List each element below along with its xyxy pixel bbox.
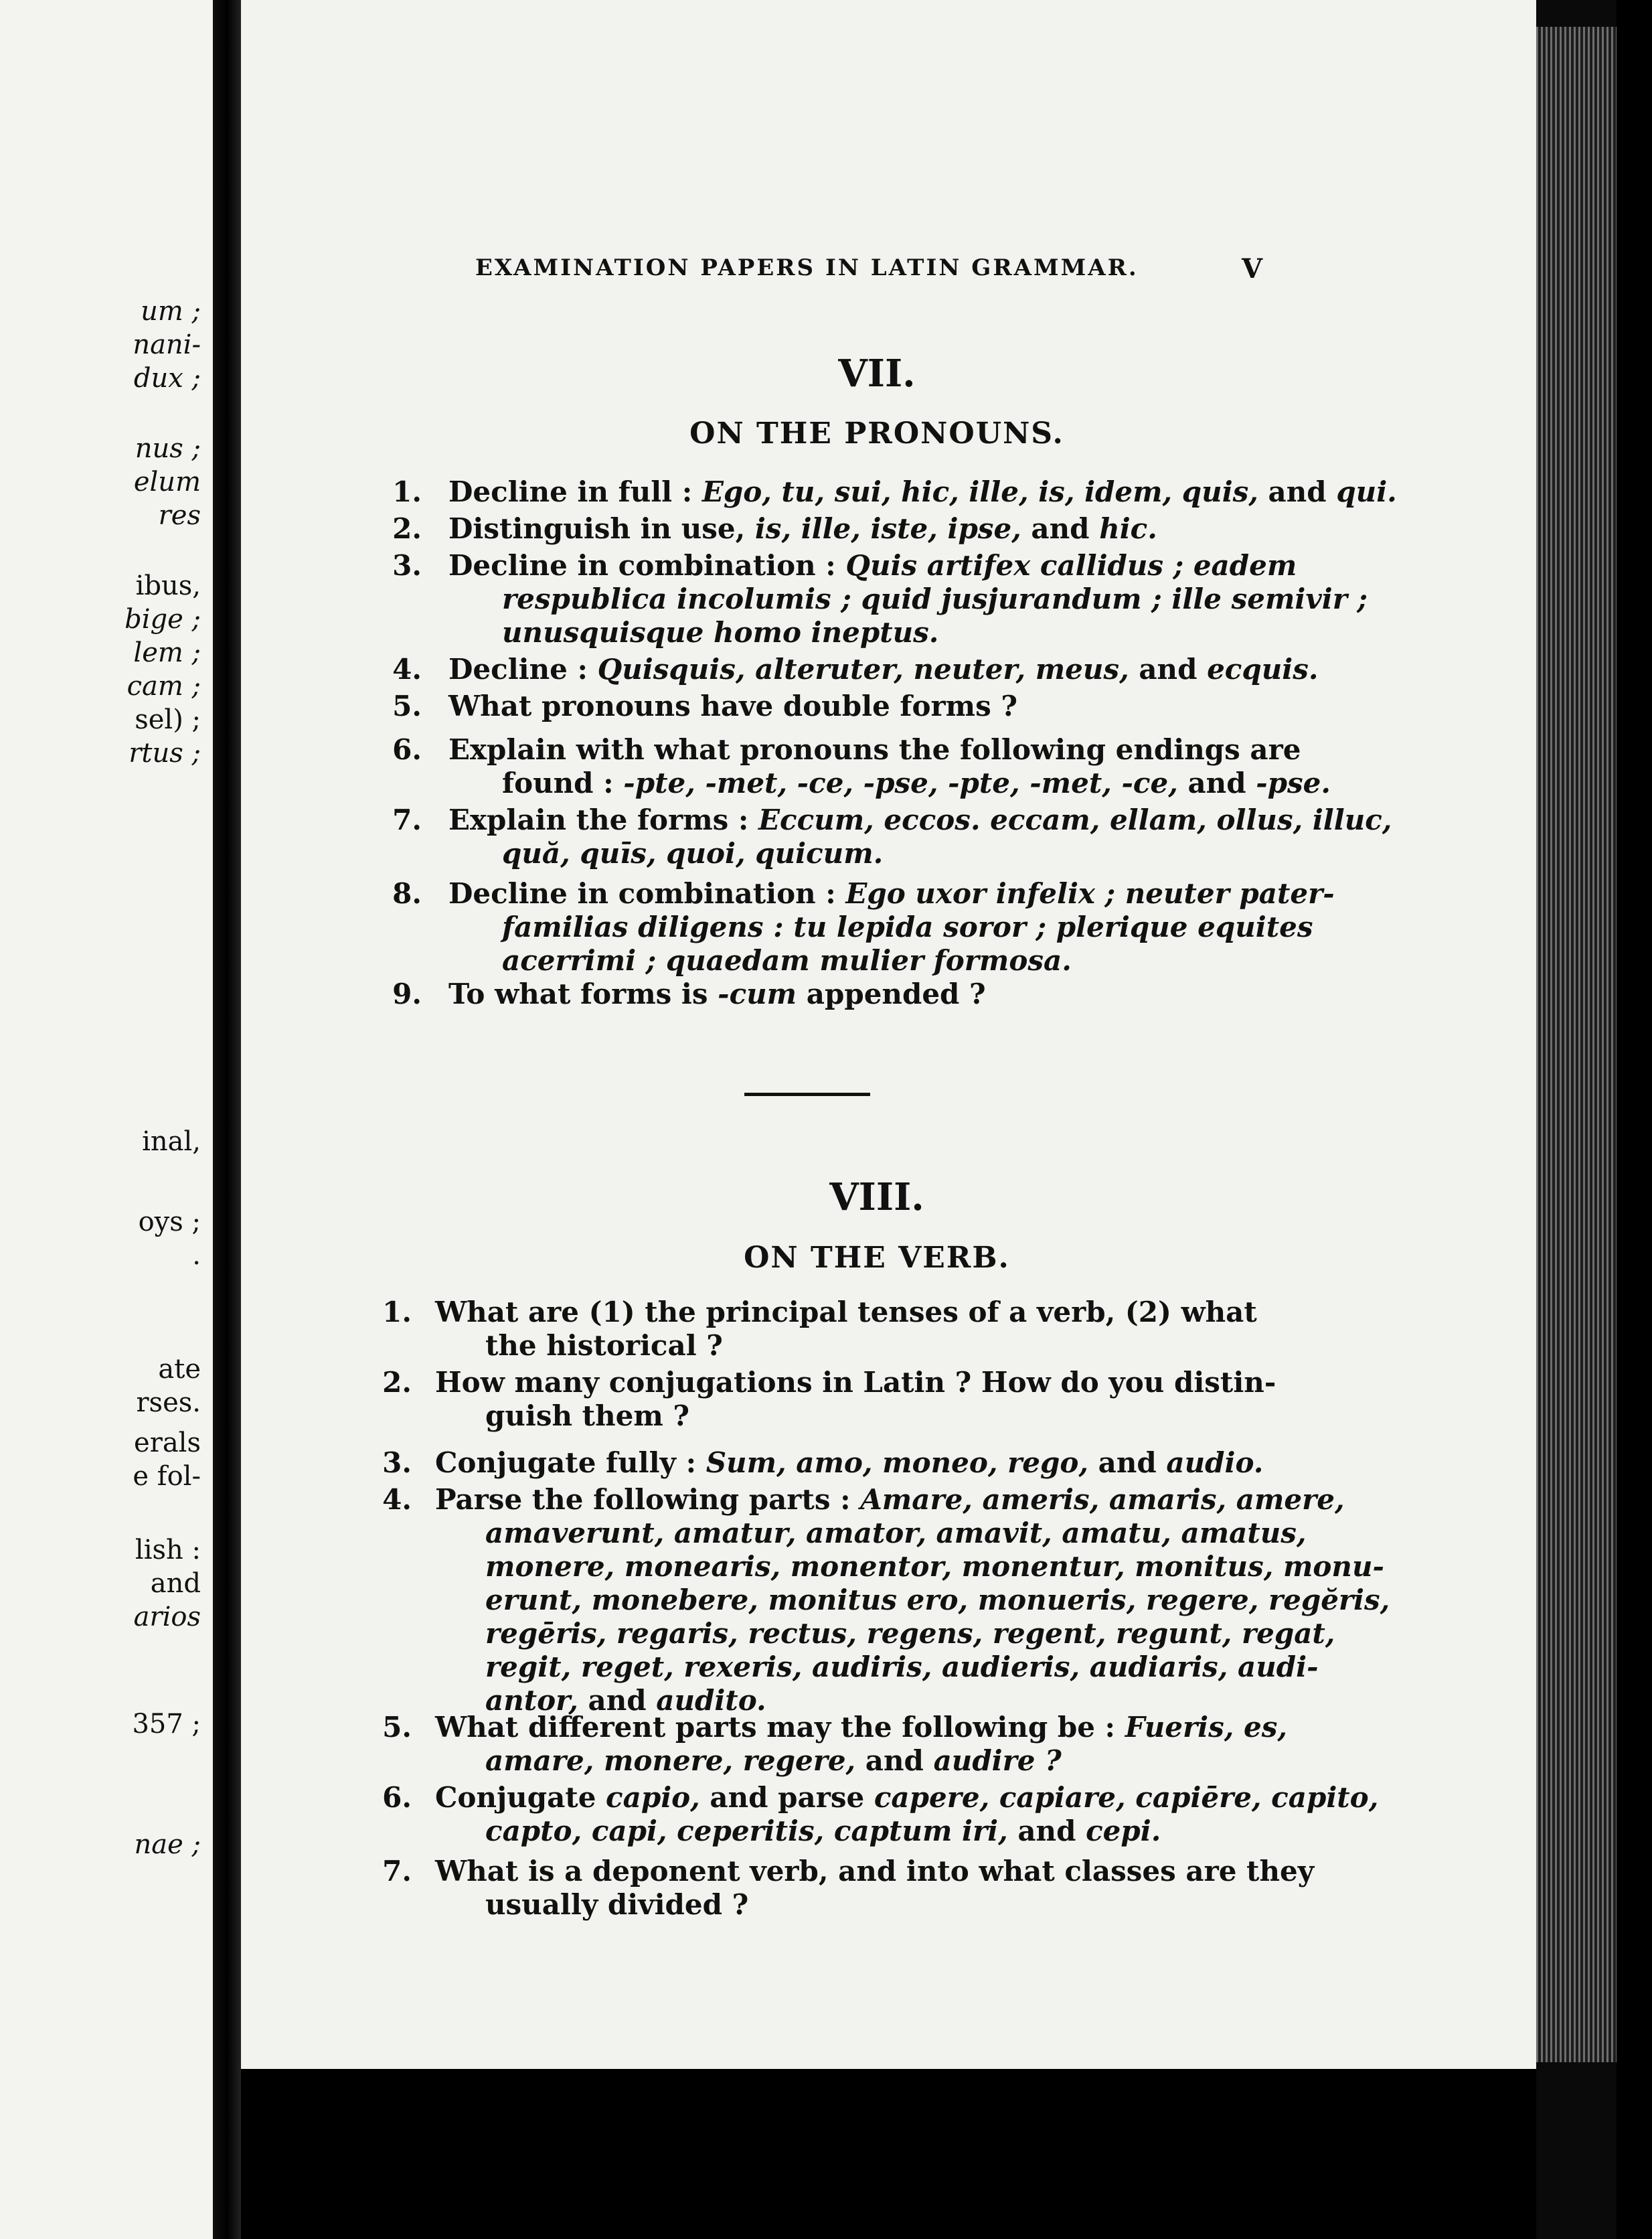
question-number: 4.: [392, 653, 422, 686]
question-number: 8.: [392, 877, 422, 910]
facing-page-text: arios: [133, 1602, 201, 1632]
facing-page-text: inal,: [142, 1126, 201, 1157]
background-edge: [1617, 0, 1652, 2239]
question-text-line: regit, reget, rexeris, audiris, audieris, audiaris, audi-: [485, 1650, 1319, 1683]
question-text-line: amaverunt, amatur, amator, amavit, amatu, amatus,: [485, 1517, 1307, 1549]
facing-page-text: elum: [133, 467, 201, 497]
question-text-line: Decline : Quisquis, alteruter, neuter, meus, and ecquis.: [448, 653, 1319, 686]
question-text-line: Explain with what pronouns the following endings are: [448, 733, 1301, 766]
question-number: 5.: [382, 1711, 412, 1744]
section-number: VIII.: [829, 1175, 924, 1219]
facing-page-text: bige ;: [125, 604, 201, 635]
question-text-line: usually divided ?: [485, 1888, 749, 1921]
background-bottom: [241, 2069, 1536, 2239]
facing-page-text: um ;: [141, 296, 201, 327]
facing-page-text: erals: [134, 1427, 201, 1458]
facing-page-text: lish :: [135, 1535, 201, 1565]
facing-page-text: and: [150, 1568, 201, 1599]
facing-page-text: dux ;: [133, 363, 201, 394]
question-text-line: antor, and audito.: [485, 1684, 766, 1717]
question-number: 7.: [392, 803, 422, 836]
book-gutter: [213, 0, 241, 2239]
running-head: EXAMINATION PAPERS IN LATIN GRAMMAR.: [475, 254, 1139, 281]
question-text-line: Decline in combination : Quis artifex callidus ; eadem: [448, 549, 1297, 582]
question-text-line: How many conjugations in Latin ? How do you distin-: [435, 1366, 1276, 1399]
question-text-line: Conjugate fully : Sum, amo, moneo, rego, and audio.: [435, 1446, 1264, 1479]
question-text-line: Distinguish in use, is, ille, iste, ipse, and hic.: [448, 512, 1157, 545]
facing-page-fragment: [0, 0, 213, 2239]
question-number: 7.: [382, 1855, 412, 1887]
question-text-line: quă, quīs, quoi, quicum.: [502, 837, 884, 870]
facing-page-text: 357 ;: [132, 1709, 201, 1740]
question-text-line: Explain the forms : Eccum, eccos. eccam, ellam, ollus, illuc,: [448, 803, 1392, 836]
question-number: 2.: [382, 1366, 412, 1399]
question-number: 6.: [382, 1781, 412, 1814]
question-text-line: capto, capi, ceperitis, captum iri, and cepi.: [485, 1815, 1161, 1847]
facing-page-text: nus ;: [135, 433, 201, 464]
question-text-line: What is a deponent verb, and into what classes are they: [435, 1855, 1315, 1887]
question-text-line: respublica incolumis ; quid jusjurandum ; ille semivir ;: [502, 583, 1368, 615]
question-number: 1.: [382, 1296, 412, 1328]
question-number: 3.: [382, 1446, 412, 1479]
question-text-line: acerrimi ; quaedam mulier formosa.: [502, 944, 1072, 977]
section-title: ON THE VERB.: [744, 1241, 1010, 1275]
question-number: 6.: [392, 733, 422, 766]
question-text-line: regēris, regaris, rectus, regens, regent, regunt, regat,: [485, 1617, 1335, 1650]
question-text-line: What pronouns have double forms ?: [448, 690, 1017, 722]
question-text-line: monere, monearis, monentor, monentur, monitus, monu-: [485, 1550, 1384, 1583]
page-edges: [1536, 27, 1617, 2062]
question-text-line: To what forms is -cum appended ?: [448, 978, 986, 1010]
question-text-line: familias diligens : tu lepida soror ; plerique equites: [502, 911, 1313, 943]
question-number: 1.: [392, 475, 422, 508]
question-text-line: Decline in full : Ego, tu, sui, hic, ille, is, idem, quis, and qui.: [448, 475, 1397, 508]
facing-page-text: .: [192, 1240, 201, 1271]
question-text-line: What different parts may the following be : Fueris, es,: [435, 1711, 1287, 1744]
facing-page-text: nae ;: [134, 1829, 201, 1860]
facing-page-text: rses.: [136, 1387, 201, 1418]
question-number: 3.: [392, 549, 422, 582]
facing-page-text: nani-: [133, 329, 201, 360]
section-divider: [744, 1093, 870, 1096]
facing-page-text: oys ;: [138, 1207, 201, 1237]
question-number: 2.: [392, 512, 422, 545]
facing-page-text: rtus ;: [129, 738, 201, 769]
page-number: V: [1242, 253, 1263, 285]
facing-page-text: e fol-: [133, 1461, 201, 1492]
facing-page-text: res: [158, 500, 201, 531]
question-text-line: Conjugate capio, and parse capere, capiare, capiēre, capito,: [435, 1781, 1379, 1814]
question-number: 5.: [392, 690, 422, 722]
facing-page-text: sel) ;: [135, 704, 201, 735]
question-text-line: the historical ?: [485, 1329, 723, 1362]
question-number: 4.: [382, 1483, 412, 1516]
question-text-line: What are (1) the principal tenses of a verb, (2) what: [435, 1296, 1257, 1328]
question-text-line: found : -pte, -met, -ce, -pse, -pte, -met, -ce, and -pse.: [502, 767, 1331, 799]
facing-page-text: cam ;: [127, 671, 201, 702]
facing-page-text: ibus,: [135, 570, 201, 601]
question-text-line: unusquisque homo ineptus.: [502, 616, 939, 649]
facing-page-text: ate: [158, 1354, 201, 1385]
facing-page-text: lem ;: [133, 637, 201, 668]
question-text-line: erunt, monebere, monitus ero, monueris, regere, regĕris,: [485, 1584, 1390, 1616]
section-title: ON THE PRONOUNS.: [689, 416, 1064, 451]
section-number: VII.: [838, 352, 916, 396]
question-text-line: amare, monere, regere, and audire ?: [485, 1744, 1062, 1777]
question-text-line: Parse the following parts : Amare, ameris, amaris, amere,: [435, 1483, 1345, 1516]
question-text-line: Decline in combination : Ego uxor infelix ; neuter pater-: [448, 877, 1335, 910]
question-text-line: guish them ?: [485, 1399, 689, 1432]
question-number: 9.: [392, 978, 422, 1010]
